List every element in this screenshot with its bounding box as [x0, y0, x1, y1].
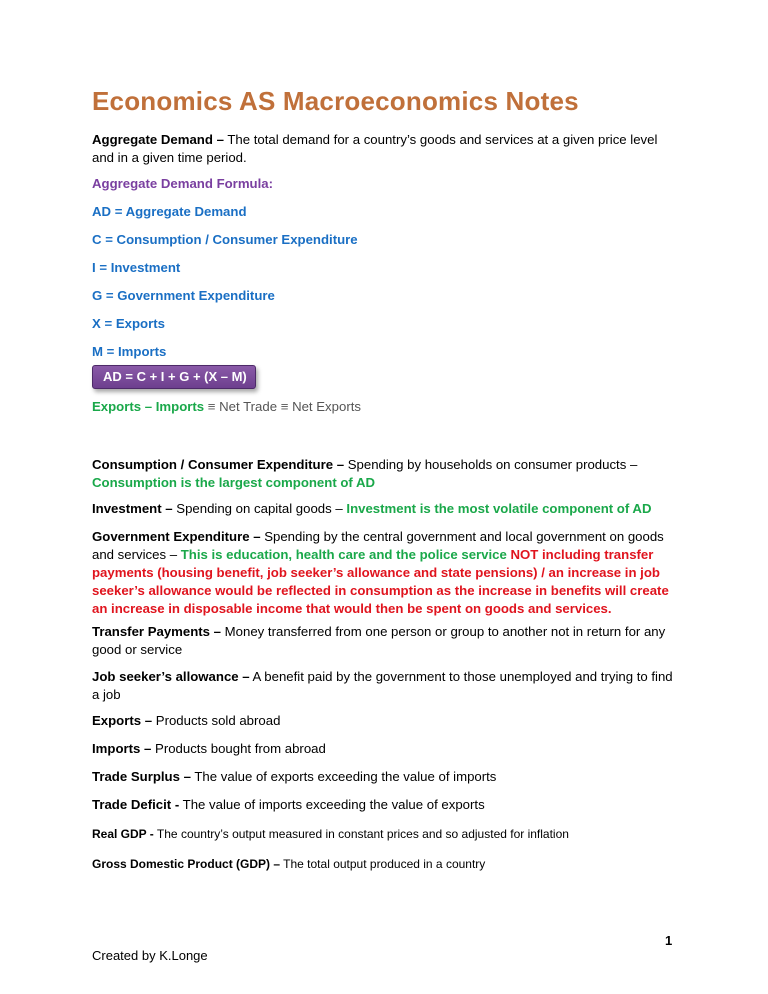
definition-exports	[92, 712, 682, 730]
definition-note: Investment is the most volatile component of AD	[346, 501, 652, 516]
term: Gross Domestic Product (GDP) –	[92, 857, 281, 871]
definition-text: A benefit paid by the government to those unemployed and trying to find a job	[92, 669, 673, 702]
term: Consumption / Consumer Expenditure –	[92, 457, 345, 472]
term: Trade Surplus –	[92, 769, 191, 784]
definition-text: The country’s output measured in constant prices and so adjusted for inflation	[153, 827, 569, 841]
footer-credit: Created by K.Longe	[92, 948, 208, 963]
definition-text: Spending by the central government and local government on goods and services –	[92, 529, 664, 562]
definition-job-seekers-allowance	[92, 668, 682, 704]
formula-item: X = Exports	[92, 316, 165, 331]
formula-heading: Aggregate Demand Formula:	[92, 176, 273, 191]
formula-item: G = Government Expenditure	[92, 288, 275, 303]
formula-item: AD = Aggregate Demand	[92, 204, 247, 219]
formula-box: AD = C + I + G + (X – M)	[92, 365, 256, 389]
term: Exports –	[92, 713, 153, 728]
definition-real-gdp	[92, 825, 682, 843]
term: Job seeker’s allowance –	[92, 669, 250, 684]
net-exports-equivalence: ≡ Net Trade ≡ Net Exports	[204, 399, 361, 414]
net-exports-line	[92, 398, 682, 416]
definition-imports	[92, 740, 682, 758]
definition-note: Consumption is the largest component of AD	[92, 475, 376, 490]
definition-text: The value of exports exceeding the value of imports	[190, 769, 497, 784]
definition-text: The total output produced in a country	[280, 857, 486, 871]
definition-investment	[92, 500, 682, 518]
definition-text: Products bought from abroad	[151, 741, 326, 756]
net-exports-term: Exports – Imports	[92, 399, 205, 414]
definition-consumption	[92, 456, 682, 492]
definition-text: The total demand for a country’s goods and services at a given price level and in a given time period.	[92, 132, 658, 165]
definition-trade-surplus	[92, 768, 682, 786]
term: Imports –	[92, 741, 152, 756]
term: Government Expenditure –	[92, 529, 261, 544]
definition-text: Spending on capital goods –	[172, 501, 347, 516]
formula-item: C = Consumption / Consumer Expenditure	[92, 232, 358, 247]
term: Aggregate Demand –	[92, 132, 224, 147]
definition-text: Products sold abroad	[152, 713, 281, 728]
definition-warning: NOT including transfer payments (housing benefit, job seeker’s allowance and state pensions) / an increase in job seeker’s allowance would be reflected in consumption as the increase in benefits will create an increase in disposable income that would then be spent on goods and services.	[92, 547, 669, 616]
definition-text: Spending by households on consumer products –	[344, 457, 638, 472]
definition-note: This is education, health care and the police service	[180, 547, 507, 562]
page-number: 1	[665, 933, 673, 948]
term: Transfer Payments –	[92, 624, 222, 639]
definition-gdp	[92, 855, 682, 873]
formula-item: I = Investment	[92, 260, 181, 275]
page-title: Economics AS Macroeconomics Notes	[92, 86, 579, 116]
definition-text: Money transferred from one person or group to another not in return for any good or service	[92, 624, 666, 657]
term: Real GDP -	[92, 827, 154, 841]
term: Trade Deficit -	[92, 797, 180, 812]
term: Investment –	[92, 501, 173, 516]
definition-text: The value of imports exceeding the value of exports	[179, 797, 485, 812]
definition-government-expenditure	[92, 528, 682, 618]
definition-aggregate-demand	[92, 131, 682, 167]
formula-item: M = Imports	[92, 344, 167, 359]
definition-transfer-payments	[92, 623, 682, 659]
definition-trade-deficit	[92, 796, 682, 814]
